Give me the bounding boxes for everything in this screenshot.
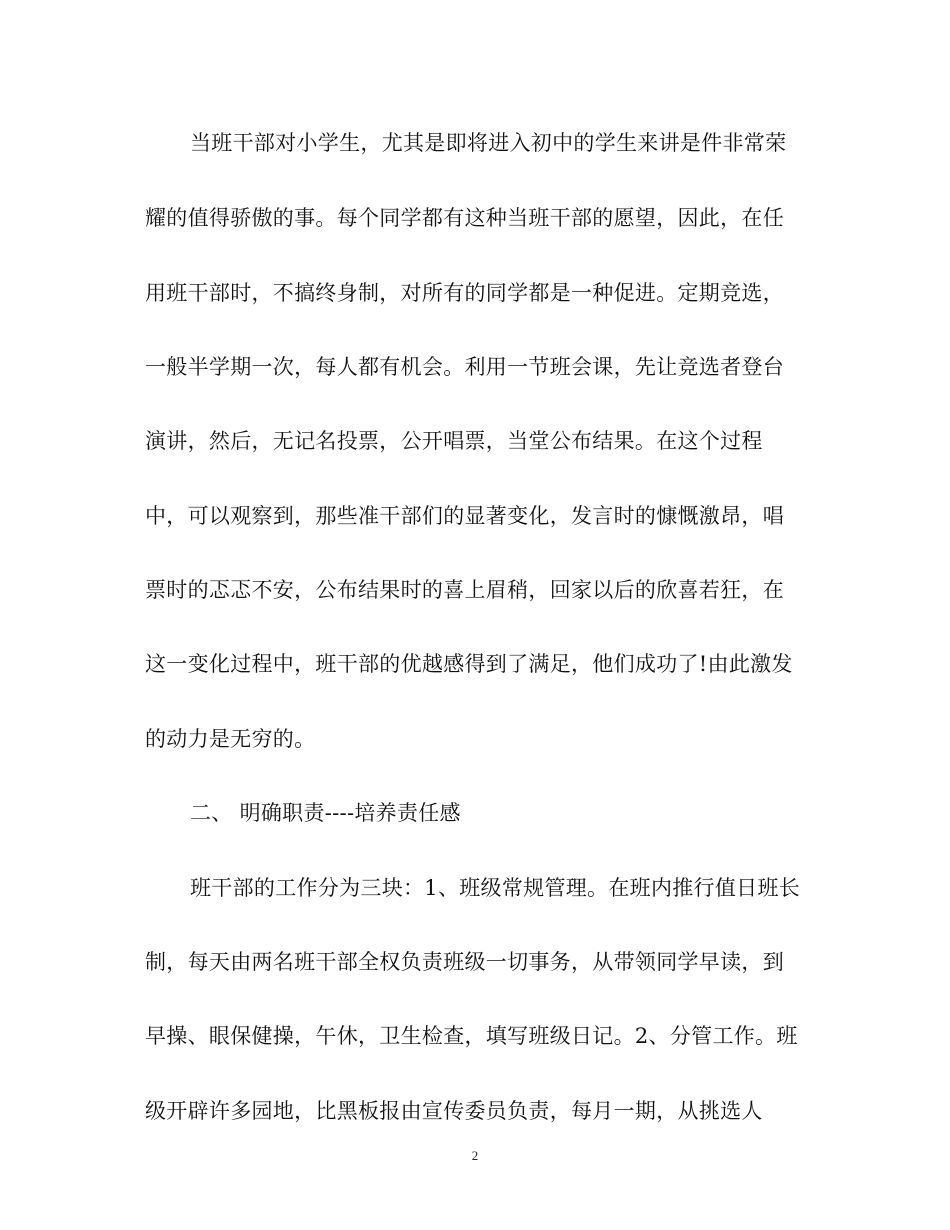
paragraph-2-line-3: 早操、眼保健操，午休，卫生检查，填写班级日记。2、分管工作。班 <box>145 1024 798 1048</box>
paragraph-1-line-5: 演讲，然后，无记名投票，公开唱票，当堂公布结果。在这个过程 <box>145 429 763 453</box>
paragraph-1-line-8: 这一变化过程中，班干部的优越感得到了满足，他们成功了!由此激发 <box>145 652 793 676</box>
paragraph-1-line-6: 中，可以观察到，那些准干部们的显著变化，发言时的慷慨激昂，唱 <box>145 504 784 528</box>
paragraph-1-line-2: 耀的值得骄傲的事。每个同学都有这种当班干部的愿望，因此，在任 <box>145 206 784 230</box>
paragraph-1-line-4: 一般半学期一次，每人都有机会。利用一节班会课，先让竞选者登台 <box>145 355 784 379</box>
section-heading-2: 二、 明确职责----培养责任感 <box>190 801 461 825</box>
paragraph-1-line-1: 当班干部对小学生，尤其是即将进入初中的学生来讲是件非常荣 <box>190 131 787 155</box>
paragraph-2-line-4: 级开辟许多园地，比黑板报由宣传委员负责，每月一期，从挑选人 <box>145 1099 763 1123</box>
paragraph-1-line-3: 用班干部时，不搞终身制，对所有的同学都是一种促进。定期竞选， <box>145 281 784 305</box>
paragraph-2-line-2: 制，每天由两名班干部全权负责班级一切事务，从带领同学早读，到 <box>145 950 784 974</box>
paragraph-1-line-7: 票时的忑忑不安，公布结果时的喜上眉稍，回家以后的欣喜若狂，在 <box>145 578 784 602</box>
page-number: 2 <box>471 1148 479 1163</box>
paragraph-1-line-9: 的动力是无穷的。 <box>145 727 316 751</box>
paragraph-2-line-1: 班干部的工作分为三块：1、班级常规管理。在班内推行值日班长 <box>190 876 801 900</box>
